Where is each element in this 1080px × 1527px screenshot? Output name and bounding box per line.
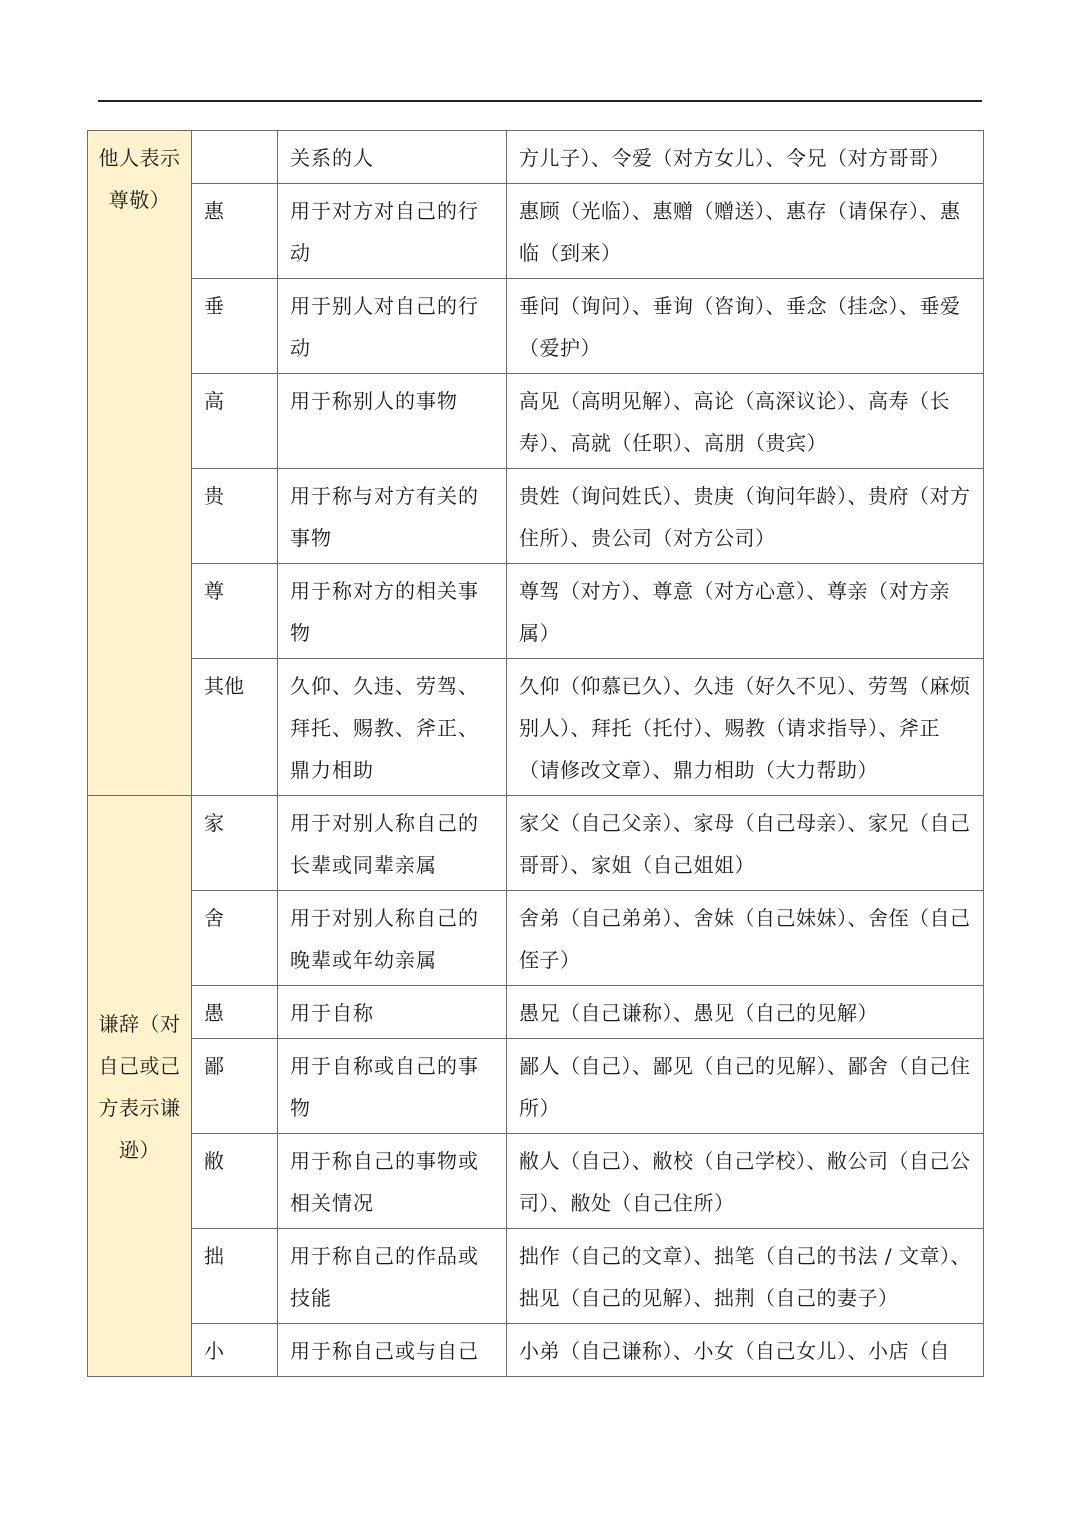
examples-cell: 垂问（询问）、垂询（咨询）、垂念（挂念）、垂爱（爱护） (507, 279, 984, 374)
table-row (88, 659, 984, 796)
table-row (88, 986, 984, 1039)
examples-cell: 久仰（仰慕已久）、久违（好久不见）、劳驾（麻烦别人）、拜托（托付）、赐教（请求指导）、斧正（请修改文章）、鼎力相助（大力帮助） (507, 659, 984, 796)
table-row (88, 184, 984, 279)
char-cell: 愚 (192, 986, 278, 1039)
char-cell: 其他 (192, 659, 278, 796)
table-row (88, 564, 984, 659)
desc-cell: 用于称自己的作品或技能 (278, 1229, 507, 1324)
table-row (88, 1229, 984, 1324)
table-row (88, 796, 984, 891)
char-cell: 舍 (192, 891, 278, 986)
char-cell: 鄙 (192, 1039, 278, 1134)
table-row (88, 131, 984, 184)
category-humble: 谦辞（对自己或己方表示谦逊） (88, 796, 192, 1377)
examples-cell: 家父（自己父亲）、家母（自己母亲）、家兄（自己哥哥）、家姐（自己姐姐） (507, 796, 984, 891)
char-cell: 敝 (192, 1134, 278, 1229)
char-cell: 家 (192, 796, 278, 891)
examples-cell: 鄙人（自己）、鄙见（自己的见解）、鄙舍（自己住所） (507, 1039, 984, 1134)
desc-cell: 用于别人对自己的行动 (278, 279, 507, 374)
examples-cell: 尊驾（对方）、尊意（对方心意）、尊亲（对方亲属） (507, 564, 984, 659)
desc-cell: 用于对方对自己的行动 (278, 184, 507, 279)
examples-cell: 敝人（自己）、敝校（自己学校）、敝公司（自己公司）、敝处（自己住所） (507, 1134, 984, 1229)
table-row (88, 279, 984, 374)
examples-cell: 拙作（自己的文章）、拙笔（自己的书法 / 文章）、拙见（自己的见解）、拙荆（自己的妻子） (507, 1229, 984, 1324)
examples-cell: 高见（高明见解）、高论（高深议论）、高寿（长寿）、高就（任职）、高朋（贵宾） (507, 374, 984, 469)
desc-cell: 用于称自己的事物或相关情况 (278, 1134, 507, 1229)
category-honorific: 他人表示尊敬） (88, 131, 192, 796)
char-cell: 高 (192, 374, 278, 469)
examples-cell: 惠顾（光临）、惠赠（赠送）、惠存（请保存）、惠临（到来） (507, 184, 984, 279)
examples-cell: 愚兄（自己谦称）、愚见（自己的见解） (507, 986, 984, 1039)
table-row (88, 891, 984, 986)
table-row (88, 1039, 984, 1134)
desc-cell: 用于自称或自己的事物 (278, 1039, 507, 1134)
examples-cell: 方儿子）、令爱（对方女儿）、令兄（对方哥哥） (507, 131, 984, 184)
table-row (88, 1134, 984, 1229)
table-row (88, 469, 984, 564)
desc-cell: 用于称对方的相关事物 (278, 564, 507, 659)
examples-cell: 小弟（自己谦称）、小女（自己女儿）、小店（自 (507, 1324, 984, 1377)
desc-cell: 用于称与对方有关的事物 (278, 469, 507, 564)
top-rule (98, 100, 982, 102)
char-cell: 惠 (192, 184, 278, 279)
honorific-humble-table (87, 130, 984, 1377)
char-cell: 贵 (192, 469, 278, 564)
table-row (88, 374, 984, 469)
desc-cell: 用于对别人称自己的长辈或同辈亲属 (278, 796, 507, 891)
desc-cell: 久仰、久违、劳驾、拜托、赐教、斧正、鼎力相助 (278, 659, 507, 796)
desc-cell: 用于称自己或与自己 (278, 1324, 507, 1377)
desc-cell: 用于称别人的事物 (278, 374, 507, 469)
examples-cell: 舍弟（自己弟弟）、舍妹（自己妹妹）、舍侄（自己侄子） (507, 891, 984, 986)
char-cell: 拙 (192, 1229, 278, 1324)
char-cell: 小 (192, 1324, 278, 1377)
desc-cell: 用于自称 (278, 986, 507, 1039)
char-cell: 尊 (192, 564, 278, 659)
examples-cell: 贵姓（询问姓氏）、贵庚（询问年龄）、贵府（对方住所）、贵公司（对方公司） (507, 469, 984, 564)
char-cell: 垂 (192, 279, 278, 374)
desc-cell: 用于对别人称自己的晚辈或年幼亲属 (278, 891, 507, 986)
desc-cell: 关系的人 (278, 131, 507, 184)
table-row (88, 1324, 984, 1377)
char-cell (192, 131, 278, 184)
